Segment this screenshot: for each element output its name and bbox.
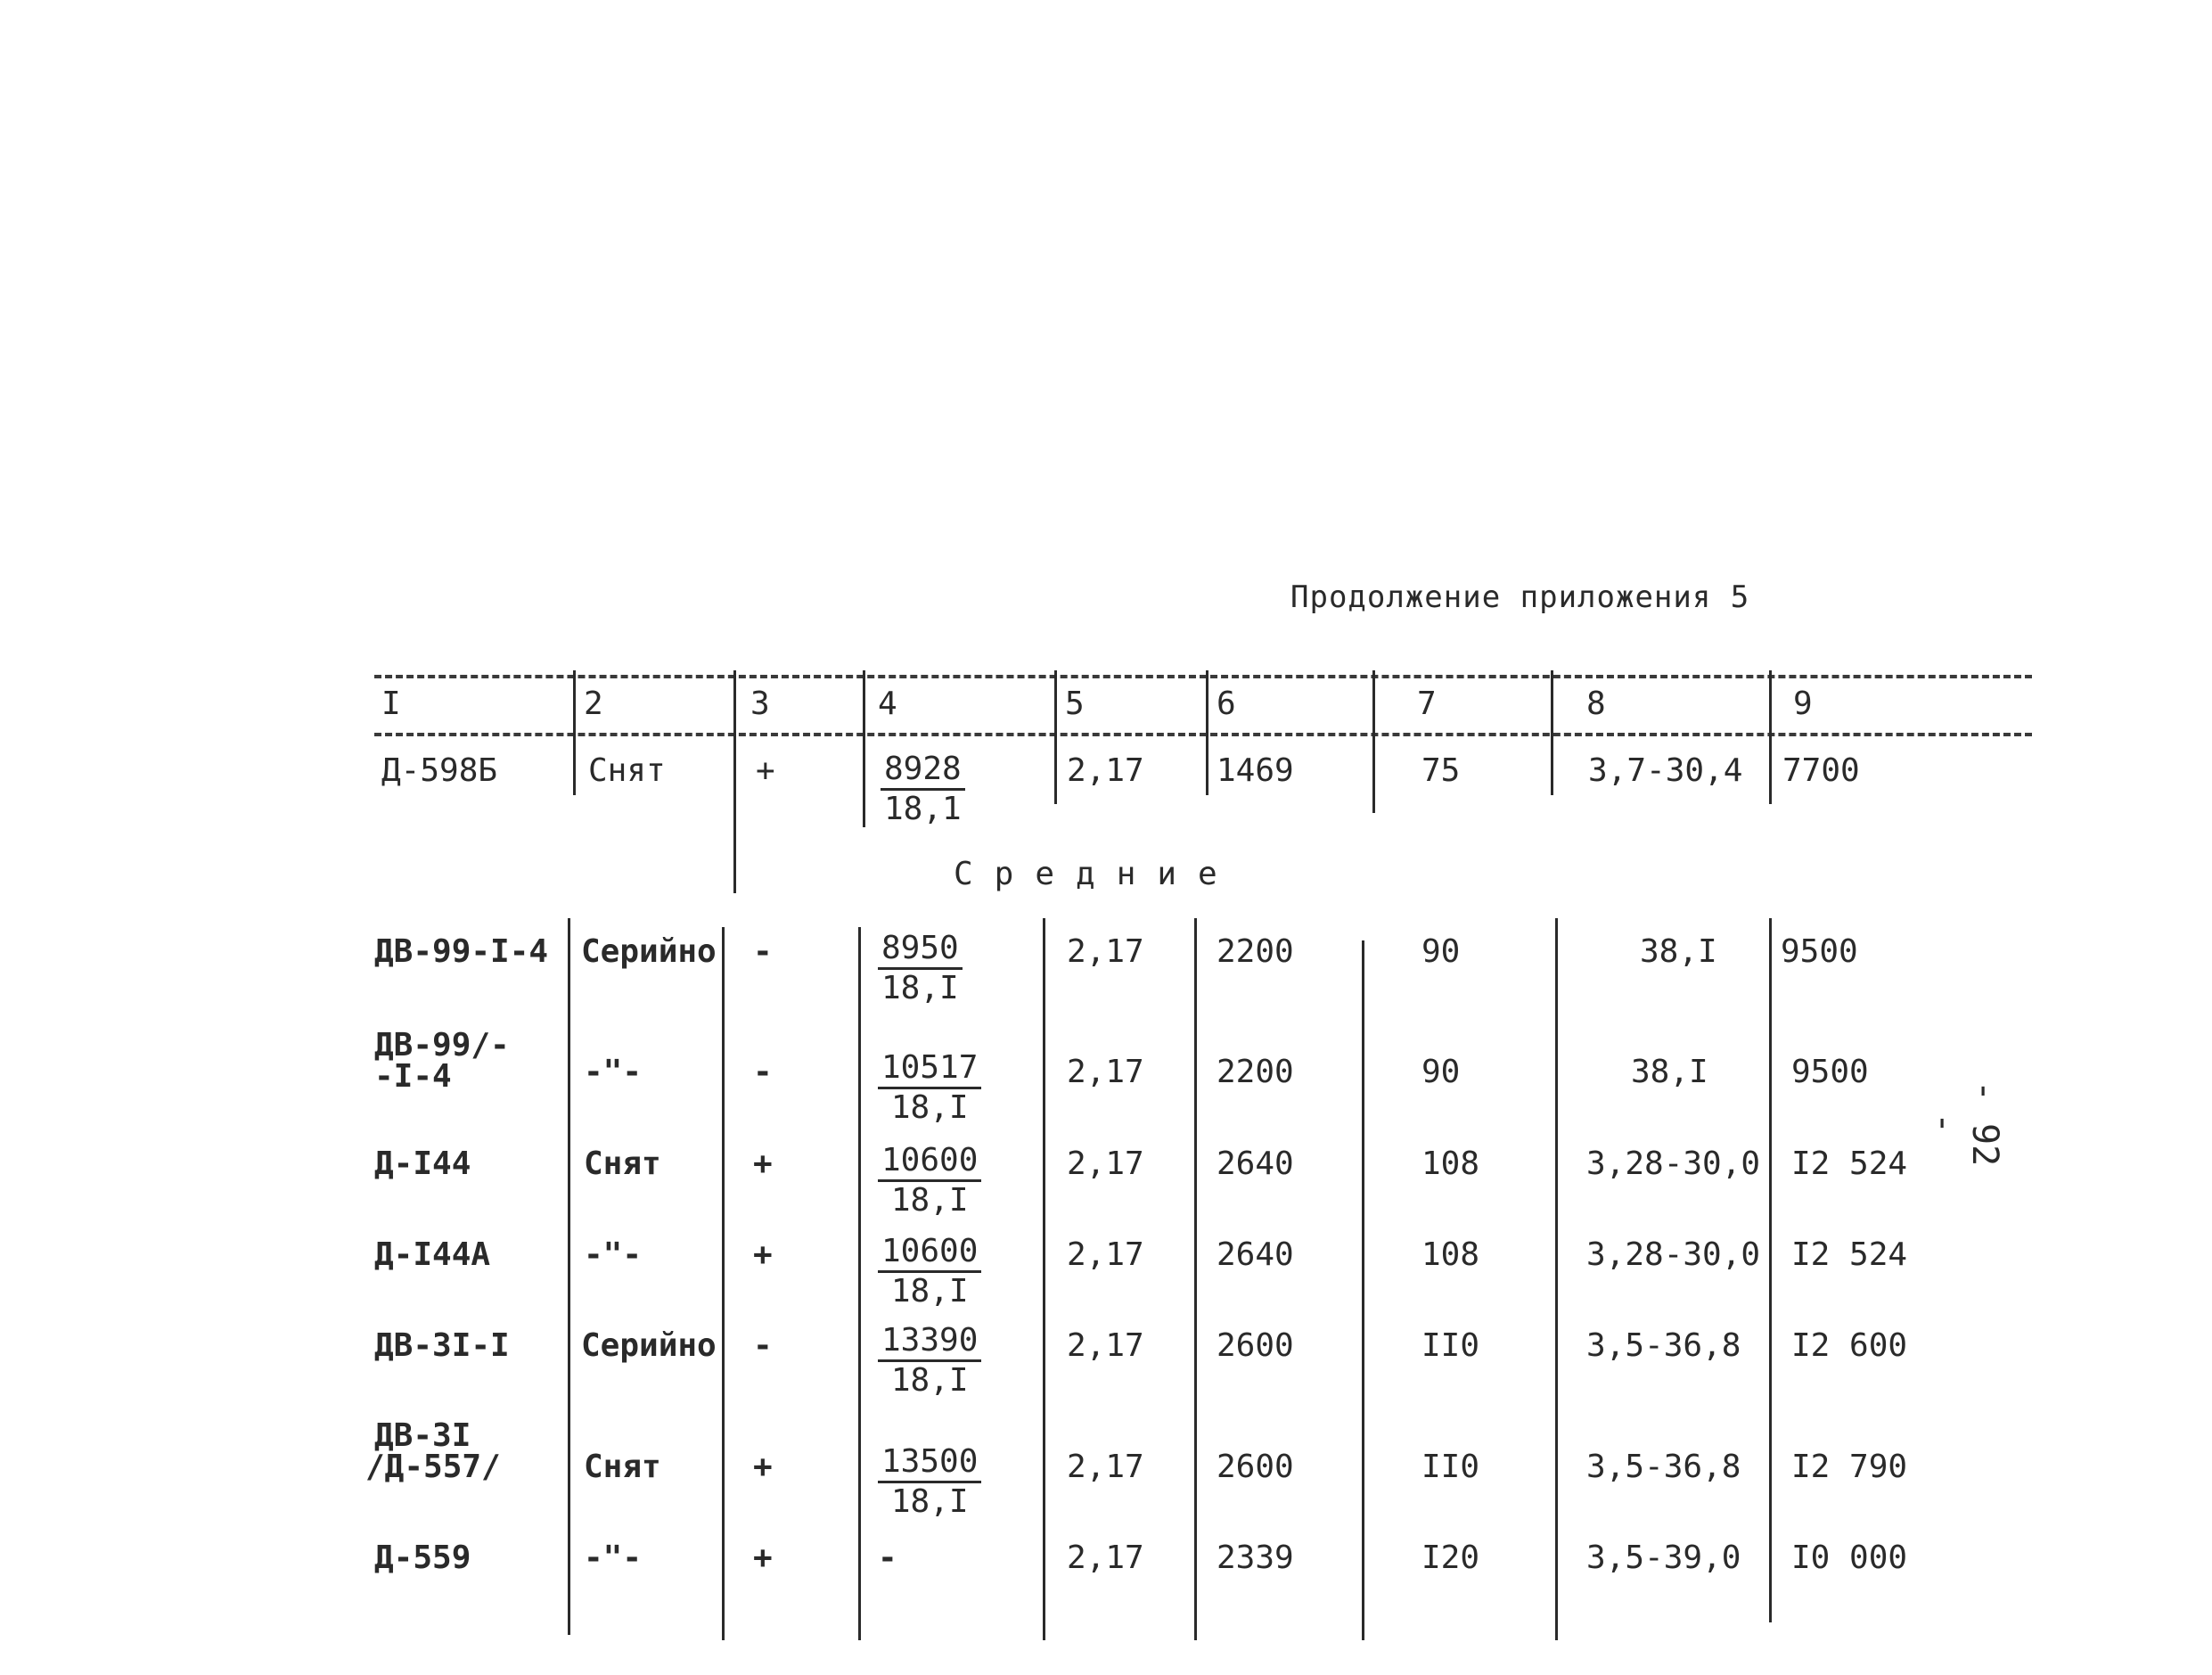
col-divider [1555, 918, 1558, 1640]
row3-fraction [878, 1142, 981, 1219]
col-divider [733, 670, 736, 893]
row0-col6: 1469 [1217, 752, 1294, 789]
row0-col7: 75 [1421, 752, 1461, 789]
col-header-7: 7 [1417, 686, 1437, 722]
row7-status: -"- [584, 1540, 643, 1576]
row4-mark: + [753, 1236, 773, 1273]
row6-fraction [878, 1443, 981, 1520]
row5-fraction-numerator: 13390 [878, 1325, 981, 1362]
row3-col6: 2640 [1217, 1145, 1294, 1182]
row4-col6: 2640 [1217, 1236, 1294, 1273]
row0-status: Снят [588, 752, 666, 789]
row0-col8: 3,7-30,4 [1588, 752, 1743, 789]
row5-col8: 3,5-36,8 [1586, 1327, 1741, 1364]
appendix-heading: Продолжение приложения 5 [1290, 579, 1750, 615]
col-header-5: 5 [1065, 686, 1085, 722]
row5-mark: - [753, 1327, 773, 1364]
row4-col5: 2,17 [1067, 1236, 1144, 1273]
row1-fraction [878, 932, 963, 1005]
row4-col9: I2 524 [1791, 1236, 1908, 1273]
row6-col5: 2,17 [1067, 1449, 1144, 1485]
row6-status: Снят [584, 1449, 661, 1485]
row6-col7: II0 [1421, 1449, 1480, 1485]
row7-col4: - [878, 1540, 897, 1576]
row6-mark: + [753, 1449, 773, 1485]
row2-designation-line1: ДВ-99/- [374, 1027, 510, 1063]
col-header-3: 3 [750, 686, 770, 722]
row5-designation: ДВ-3I-I [374, 1327, 510, 1364]
row4-fraction-denominator: 18,I [890, 1273, 969, 1310]
row7-mark: + [753, 1540, 773, 1576]
row1-col6: 2200 [1217, 933, 1294, 970]
section-label: Средние [954, 856, 1239, 892]
row0-col9: 7700 [1782, 752, 1860, 789]
col-divider [573, 670, 576, 795]
row4-designation: Д-I44А [374, 1236, 491, 1273]
col-divider [858, 927, 861, 1640]
row3-designation: Д-I44 [374, 1145, 471, 1182]
col-header-8: 8 [1586, 686, 1606, 722]
row6-fraction-numerator: 13500 [878, 1446, 981, 1483]
row1-col5: 2,17 [1067, 933, 1144, 970]
row3-fraction-denominator: 18,I [890, 1182, 969, 1219]
col-header-2: 2 [584, 686, 603, 722]
row7-col8: 3,5-39,0 [1586, 1540, 1741, 1576]
row0-fraction-denominator: 18,1 [884, 791, 962, 827]
row4-fraction [878, 1233, 981, 1310]
row3-col7: 108 [1421, 1145, 1480, 1182]
col-divider [1194, 918, 1197, 1640]
row2-col7: 90 [1421, 1054, 1461, 1090]
row2-fraction [878, 1049, 981, 1126]
row7-col7: I20 [1421, 1540, 1480, 1576]
row3-mark: + [753, 1145, 773, 1182]
col-divider [1054, 670, 1057, 804]
row0-designation: Д-598Б [381, 752, 498, 789]
col-divider [863, 670, 865, 827]
row5-fraction-denominator: 18,I [890, 1362, 969, 1399]
row2-col9: 9500 [1791, 1054, 1869, 1090]
col-divider [1551, 670, 1553, 795]
row0-fraction [881, 753, 965, 825]
row5-col6: 2600 [1217, 1327, 1294, 1364]
header-bottom-rule [374, 733, 2032, 736]
col-divider [1769, 918, 1772, 1622]
row2-fraction-denominator: 18,I [890, 1089, 969, 1126]
row4-col7: 108 [1421, 1236, 1480, 1273]
row7-col9: I0 000 [1791, 1540, 1908, 1576]
row4-fraction-numerator: 10600 [878, 1236, 981, 1273]
row0-mark: + [756, 752, 775, 789]
row5-status: Серийно [581, 1327, 717, 1364]
row0-col5: 2,17 [1067, 752, 1144, 789]
row7-col6: 2339 [1217, 1540, 1294, 1576]
col-header-9: 9 [1793, 686, 1813, 722]
row1-col7: 90 [1421, 933, 1461, 970]
row3-col9: I2 524 [1791, 1145, 1908, 1182]
row1-status: Серийно [581, 933, 717, 970]
row6-col9: I2 790 [1791, 1449, 1908, 1485]
row6-col8: 3,5-36,8 [1586, 1449, 1741, 1485]
row3-status: Снят [584, 1145, 661, 1182]
row2-col5: 2,17 [1067, 1054, 1144, 1090]
row6-designation-line2: /Д-557/ [365, 1449, 501, 1485]
col-divider [1362, 940, 1364, 1640]
row7-col5: 2,17 [1067, 1540, 1144, 1576]
row3-col5: 2,17 [1067, 1145, 1144, 1182]
row4-col8: 3,28-30,0 [1586, 1236, 1761, 1273]
row1-mark: - [753, 933, 773, 970]
col-divider [1043, 918, 1045, 1640]
col-divider [722, 927, 725, 1640]
row5-col9: I2 600 [1791, 1327, 1908, 1364]
row1-col9: 9500 [1781, 933, 1858, 970]
row2-col6: 2200 [1217, 1054, 1294, 1090]
row4-status: -"- [584, 1236, 643, 1273]
header-top-rule [374, 675, 2032, 678]
row3-col8: 3,28-30,0 [1586, 1145, 1761, 1182]
row1-fraction-numerator: 8950 [878, 932, 963, 970]
col-header-6: 6 [1217, 686, 1236, 722]
row0-fraction-numerator: 8928 [881, 753, 965, 791]
row2-status: -"- [584, 1054, 643, 1090]
col-divider [1769, 670, 1772, 804]
row3-fraction-numerator: 10600 [878, 1145, 981, 1182]
row5-fraction [878, 1322, 981, 1399]
row2-mark: - [753, 1054, 773, 1090]
row2-col8: 38,I [1631, 1054, 1708, 1090]
col-divider [1206, 670, 1208, 795]
row7-designation: Д-559 [374, 1540, 471, 1576]
row6-fraction-denominator: 18,I [890, 1483, 969, 1520]
col-divider [568, 918, 570, 1635]
row5-col5: 2,17 [1067, 1327, 1144, 1364]
row2-designation-line2: -I-4 [374, 1058, 452, 1095]
row6-col6: 2600 [1217, 1449, 1294, 1485]
page-number: - 92 - [1923, 1080, 2005, 1167]
col-header-4: 4 [878, 686, 897, 722]
row2-fraction-numerator: 10517 [878, 1052, 981, 1089]
row1-col8: 38,I [1640, 933, 1717, 970]
row6-designation-line1: ДВ-3I [374, 1417, 471, 1454]
col-header-1: I [381, 686, 401, 722]
row1-fraction-denominator: 18,I [881, 970, 959, 1006]
row1-designation: ДВ-99-I-4 [374, 933, 549, 970]
row5-col7: II0 [1421, 1327, 1480, 1364]
col-divider [1372, 670, 1375, 813]
